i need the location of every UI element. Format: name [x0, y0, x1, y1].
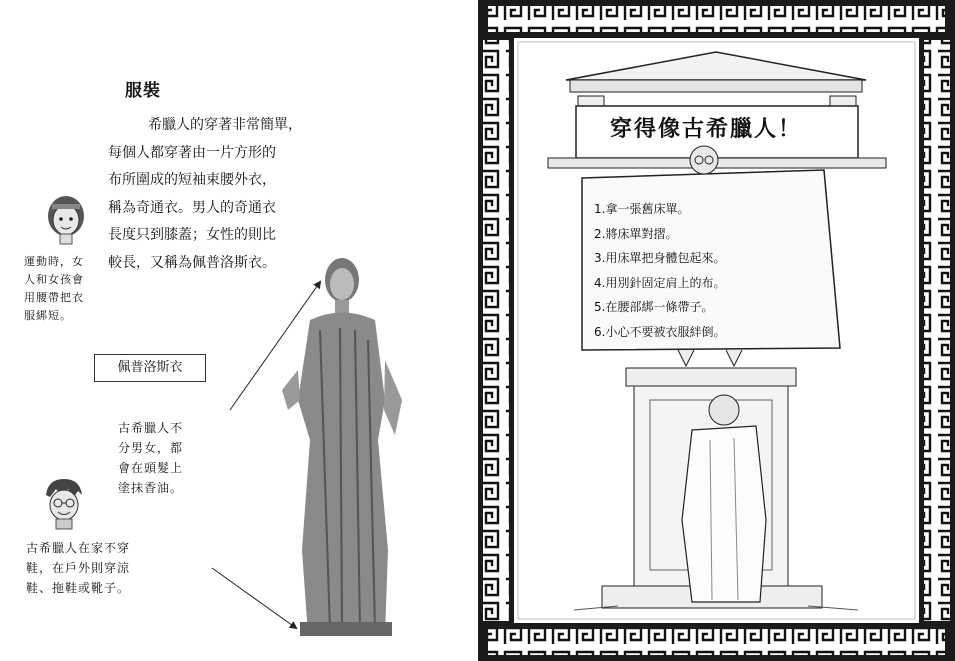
step-item: 3.用床單把身體包起來。 — [594, 251, 726, 265]
step-item: 1.拿一張舊床單。 — [594, 202, 690, 216]
sign-title: 穿得像古希臘人！ — [610, 117, 803, 142]
note-line: 古希臘人不 — [118, 421, 184, 435]
note-line: 鞋、拖鞋或靴子。 — [26, 581, 131, 595]
step-item: 6.小心不要被衣服絆倒。 — [594, 324, 726, 339]
note-line: 古希臘人在家不穿 — [26, 541, 131, 555]
step-item: 5.在腰部綁一條帶子。 — [594, 300, 714, 314]
step-item: 4.用別針固定肩上的布。 — [594, 275, 726, 290]
steps-list — [594, 197, 725, 344]
paragraph-line-1: 希臘人的穿著非常簡單， — [148, 117, 302, 133]
note-line: 運動時，女 — [24, 255, 84, 268]
note-line: 鞋，在戶外則穿涼 — [26, 561, 131, 575]
statue-label: 佩普洛斯衣 — [94, 354, 206, 382]
right-page — [478, 0, 955, 661]
step-item: 2.將床單對摺。 — [594, 226, 678, 241]
paragraph-line-6: 較長，又稱為佩普洛斯衣。 — [108, 254, 276, 271]
toga — [682, 426, 766, 602]
note-line: 分男女，都 — [118, 441, 184, 455]
paragraph-line-2: 每個人都穿著由一片方形的 — [108, 144, 276, 161]
paragraph-line-4: 稱為奇通衣。男人的奇通衣 — [108, 199, 276, 216]
child-head — [709, 395, 739, 425]
note-line: 人和女孩會 — [24, 273, 84, 286]
paragraph-line-3: 布所圍成的短袖束腰外衣， — [108, 172, 276, 188]
note-line: 塗抹香油。 — [118, 481, 184, 495]
note-line: 會在頭髮上 — [118, 461, 184, 475]
paragraph-line-5: 長度只到膝蓋；女性的則比 — [108, 227, 276, 243]
note-line: 服綁短。 — [24, 309, 72, 322]
note-line: 用腰帶把衣 — [24, 291, 84, 304]
statue-image — [280, 250, 410, 640]
section-title: 服裝 — [125, 81, 161, 101]
